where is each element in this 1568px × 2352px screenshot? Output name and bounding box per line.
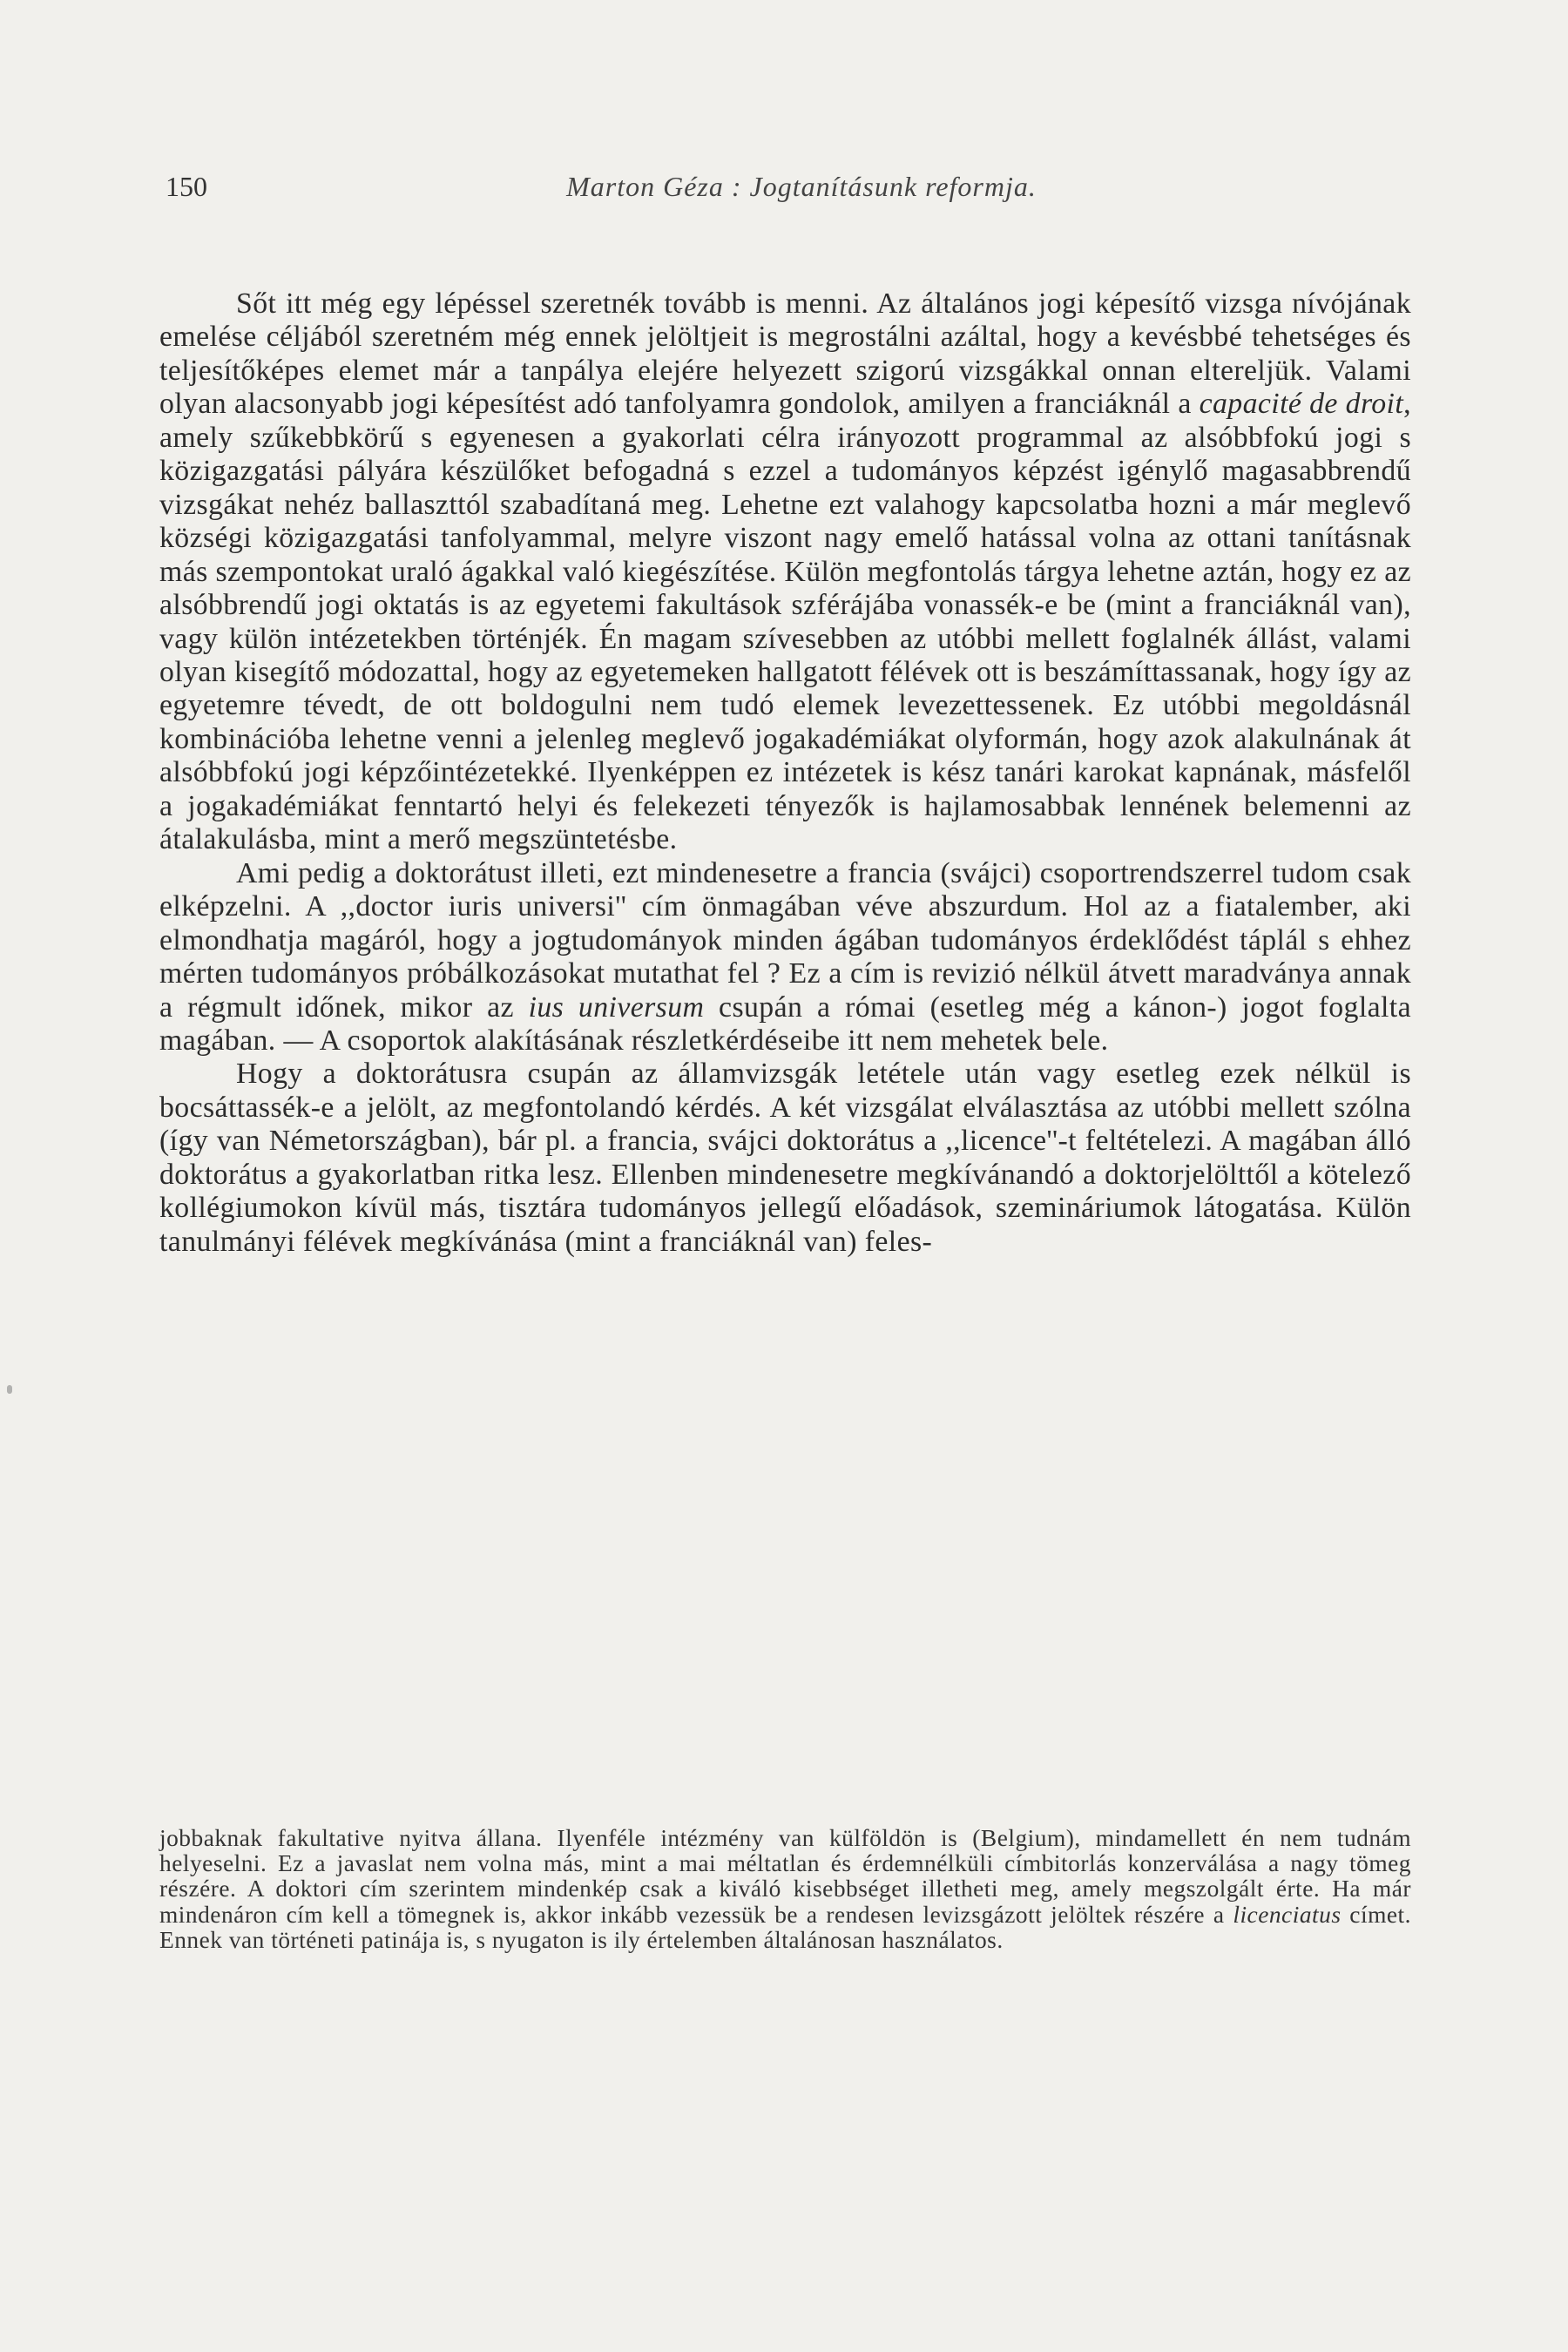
footnote-text-b: címet. Ennek van történeti patinája is, s nyugaton is ily értelemben általánosan használatos.: [159, 1901, 1411, 1953]
body-text: [159, 287, 1411, 1259]
footnote: [159, 1826, 1411, 1953]
paragraph-1-text-b: , amely szűkebbkörű s egyenesen a gyakorlati célra irányozott programmal az alsóbbfokú jogi s közigazgatási pályára készülőket befogadná s ezzel a tudományos képzést igénylő magasabbrendű vizsgákat nehéz ballaszttól szabadítaná meg. Lehetne ezt valahogy kapcsolatba hozni a már meglevő községi közigazgatási tanfolyammal, melyre viszont nagy emelő hatással volna az ottani tanításnak más szempontokat uraló ágakkal való kiegészítése. Külön megfontolás tárgya lehetne aztán, hogy ez az alsóbbrendű jogi oktatás is az egyetemi fakultások szférájába vonassék-e be (mint a franciáknál van), vagy külön intézetekben történjék. Én magam szívesebben az utóbbi mellett foglalnék állást, valami olyan kisegítő módozattal, hogy az egyetemeken hallgatott félévek ott is beszámíttassanak, hogy így az egyetemre tévedt, de ott boldogulni nem tudó elemek levezettessenek. Ez utóbbi megoldásnál kombinációba lehetne venni a jelenleg meglevő jogakadémiákat olyformán, hogy azok alakulnának át alsóbbfokú jogi képzőintézetekké. Ilyenképpen ez intézetek is kész tanári karokat kapnának, másfelől a jogakadémiákat fenntartó helyi és felekezeti tényezők is hajlamosabbak lennének belemenni az átalakulásba, mint a merő megszüntetésbe.: [159, 388, 1411, 856]
page-number: 150: [166, 171, 207, 202]
paragraph-2-text-b: csupán a római (esetleg még a kánon-) jogot foglalta magában. — A csoportok alakításának részletkérdéseibe itt nem mehetek bele.: [159, 990, 1411, 1057]
paragraph-3: Hogy a doktorátusra csupán az államvizsgák letétele után vagy esetleg ezek nélkül is bocsáttassék-e a jelölt, az megfontolandó kérdés. A két vizsgálat elválasztása az utóbbi mellett szólna (így van Németországban), bár pl. a francia, svájci doktorátus a ,,licence''-t feltételezi. A magában álló doktorátus a gyakorlatban ritka lesz. Ellenben mindenesetre megkívánandó a doktorjelölttől a kötelező kollégiumokon kívül más, tisztára tudományos jellegű előadások, szemináriumok látogatása. Külön tanulmányi félévek megkívánása (mint a franciáknál van) feles-: [159, 1058, 1411, 1258]
paragraph-1-text-a: Sőt itt még egy lépéssel szeretnék tovább is menni. Az általános jogi képesítő vizsga nívójának emelése céljából szeretném még ennek jelöltjeit is megrostálni azáltal, hogy a kevésbbé tehetséges és teljesítőképes elemet már a tanpálya elejére helyezett szigorú vizsgákkal onnan eltereljük. Valami olyan alacsonyabb jogi képesítést adó tanfolyamra gondolok, amilyen a franciáknál a: [159, 287, 1411, 421]
paragraph-2-italic: ius universum: [528, 990, 705, 1024]
footnote-text-a: jobbaknak fakultative nyitva állana. Ilyenféle intézmény van külföldön is (Belgium), mindamellett én nem tudnám helyeselni. Ez a javaslat nem volna más, mint a mai méltatlan és érdemnélküli címbitorlás konzerválása a nagy tömeg részére. A doktori cím szerintem mindenkép csak a kiváló kisebbséget illetheti meg, amely megszolgált érte. Ha már mindenáron cím kell a tömegnek is, akkor inkább vezessük be a rendesen levizsgázott jelöltek részére a: [159, 1825, 1411, 1928]
paragraph-1: [159, 287, 1411, 857]
paragraph-2: [159, 857, 1411, 1058]
paragraph-1-italic: capacité de droit: [1199, 388, 1404, 421]
footnote-italic: licenciatus: [1233, 1901, 1342, 1928]
margin-mark: [7, 1385, 12, 1394]
page-header: [166, 171, 1411, 214]
paragraph-2-text-a: Ami pedig a doktorátust illeti, ezt mindenesetre a francia (svájci) csoportrendszerrel tudom csak elképzelni. A ,,doctor iuris universi'' cím önmagában véve abszurdum. Hol az a fiatalember, aki elmondhatja magáról, hogy a jogtudományok minden ágában tudományos érdeklődést táplál s ehhez mérten tudományos próbálkozásokat mutathat fel ? Ez a cím is revizió nélkül átvett maradványa annak a régmult időnek, mikor az: [159, 856, 1411, 1024]
running-title: Marton Géza : Jogtanításunk reformja.: [566, 171, 1037, 202]
footnote-text: [159, 1826, 1411, 1953]
